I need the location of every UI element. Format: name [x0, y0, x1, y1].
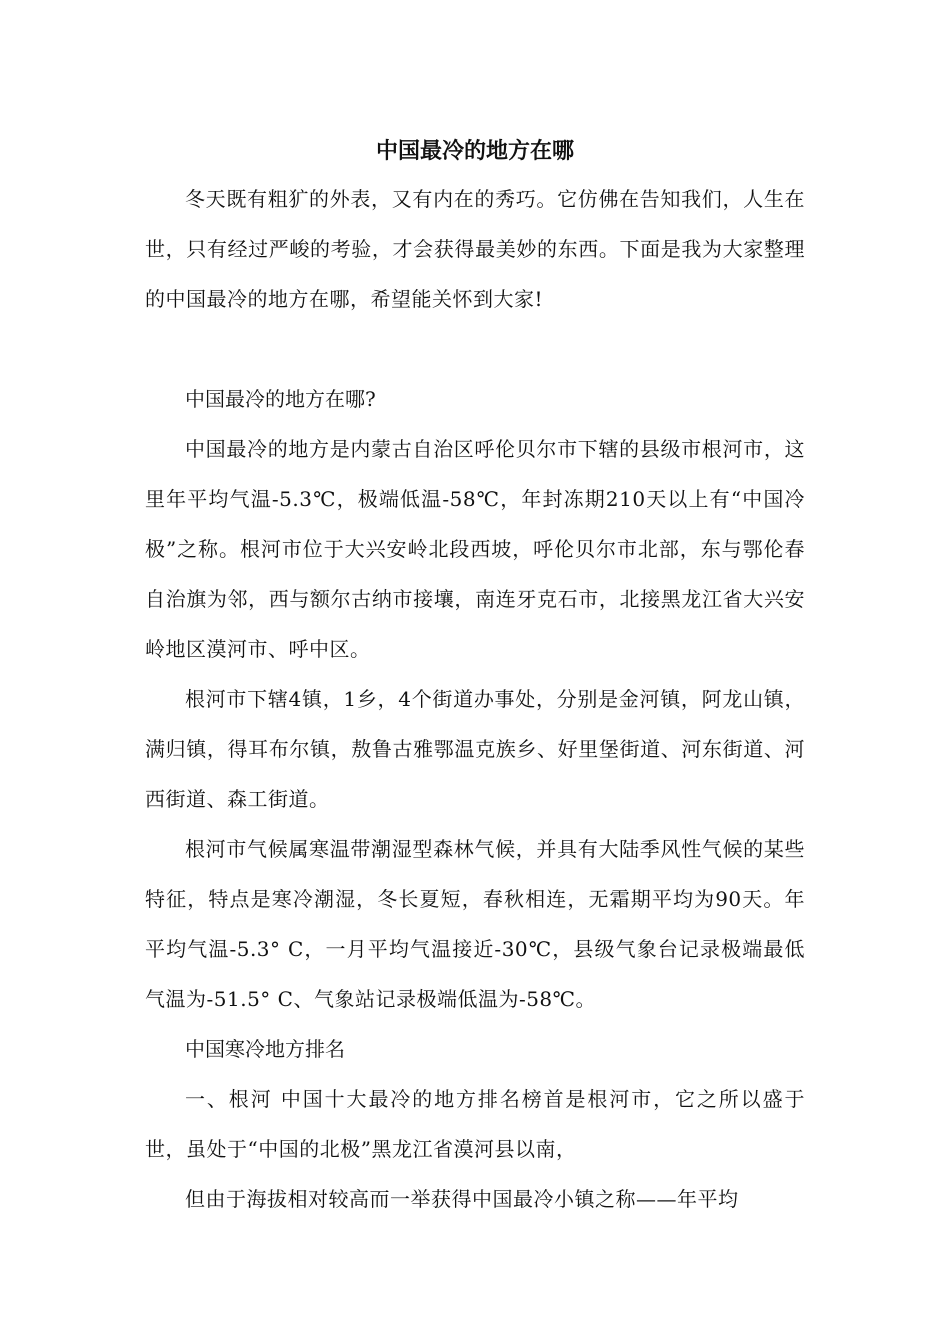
body-paragraph-rank-one: 一、根河 中国十大最冷的地方排名榜首是根河市，它之所以盛于世，虽处于“中国的北极”黑龙江省漠河县以南， — [145, 1087, 805, 1161]
paragraph-spacer — [145, 324, 805, 374]
section-heading-ranking: 中国寒冷地方排名 — [185, 1037, 345, 1061]
body-paragraph-climate: 根河市气候属寒温带潮湿型森林气候，并具有大陆季风性气候的某些特征，特点是寒冷潮湿，冬长夏短，春秋相连，无霜期平均为90天。年平均气温-5.3° C，一月平均气温接近-30℃，县级气象台记录极端最低气温为-51.5° C、气象站记录极端低温为-58℃。 — [145, 837, 805, 1011]
body-paragraph-location: 中国最冷的地方是内蒙古自治区呼伦贝尔市下辖的县级市根河市，这里年平均气温-5.3℃，极端低温-58℃，年封冻期210天以上有“中国冷极”之称。根河市位于大兴安岭北段西坡，呼伦贝尔市北部，东与鄂伦春自治旗为邻，西与额尔古纳市接壤，南连牙克石市，北接黑龙江省大兴安岭地区漠河市、呼中区。 — [145, 437, 805, 661]
document-title: 中国最冷的地方在哪 — [375, 138, 574, 164]
body-paragraph-divisions: 根河市下辖4镇，1乡，4个街道办事处，分别是金河镇，阿龙山镇，满归镇，得耳布尔镇，敖鲁古雅鄂温克族乡、好里堡街道、河东街道、河西街道、森工街道。 — [145, 687, 805, 811]
body-paragraph-continued: 但由于海拔相对较高而一举获得中国最冷小镇之称——年平均 — [185, 1187, 739, 1211]
document-body — [145, 128, 805, 1224]
intro-paragraph: 冬天既有粗犷的外表，又有内在的秀巧。它仿佛在告知我们，人生在世，只有经过严峻的考验，才会获得最美妙的东西。下面是我为大家整理的中国最冷的地方在哪，希望能关怀到大家! — [145, 187, 805, 311]
section-heading-where: 中国最冷的地方在哪? — [185, 387, 376, 411]
